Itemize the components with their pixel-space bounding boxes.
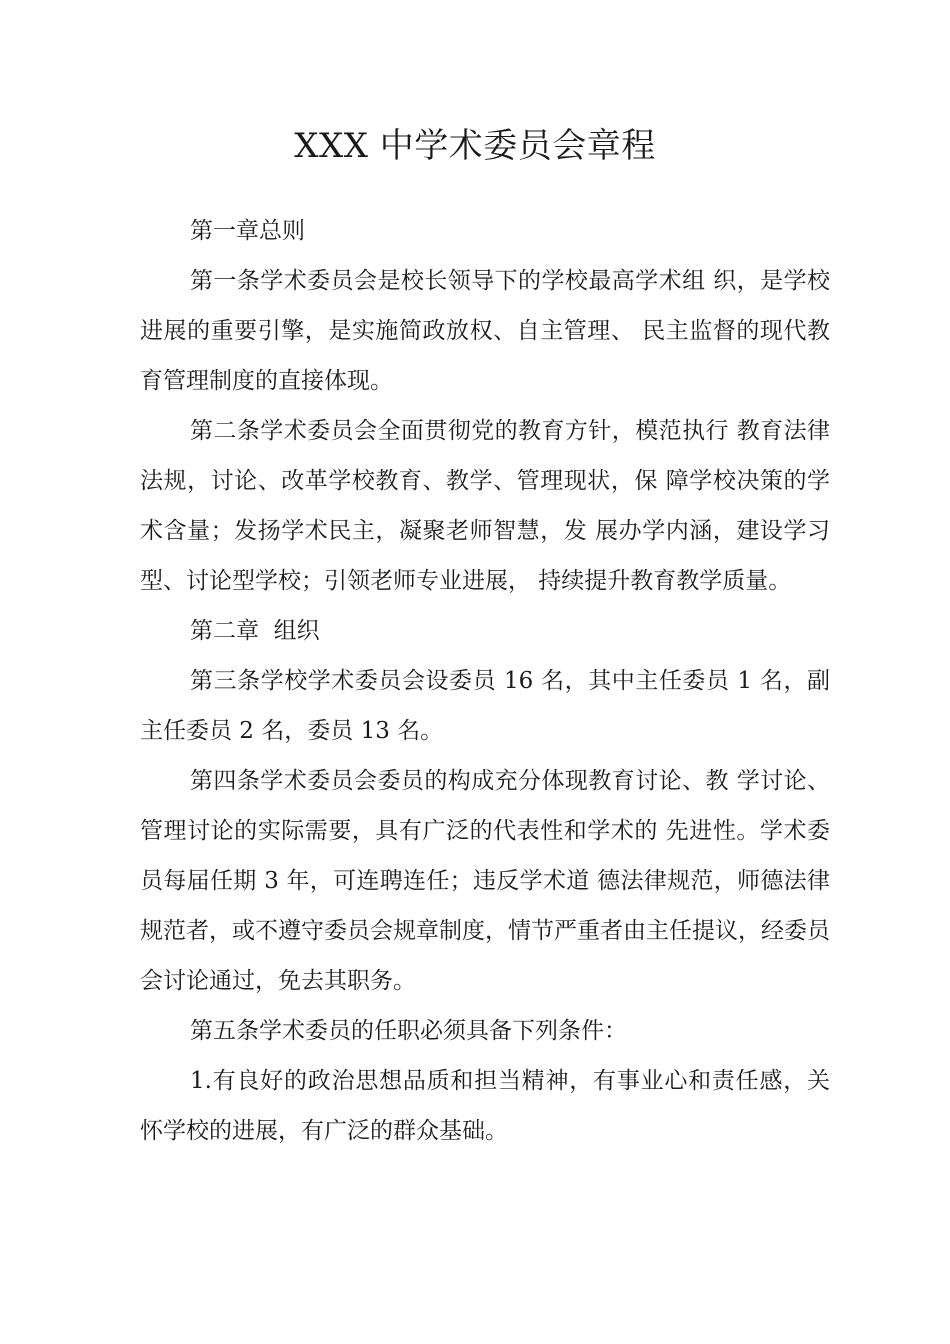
article-3-paragraph: 第三条学校学术委员会设委员 16 名，其中主任委员 1 名，副主任委员 2 名，委员 13 名。 (140, 668, 830, 744)
chapter-heading-general: 第一章总则 (190, 218, 305, 244)
condition-1-paragraph: 1.有良好的政治思想品质和担当精神，有事业心和责任感，关怀学校的进展，有广泛的群众基础。 (140, 1068, 830, 1144)
document-title: XXX 中学术委员会章程 (294, 126, 656, 166)
article-4-paragraph: 第四条学术委员会委员的构成充分体现教育讨论、教 学讨论、管理讨论的实际需要，具有广泛的代表性和学术的 先进性。学术委员每届任期 3 年，可连聘连任；违反学术道 德法律规范，师德法律规范者，或不遵守委员会规章制度，情节严重者由主任提议，经委员会讨论通过，免去其职务。 (140, 768, 830, 994)
article-2-paragraph: 第二条学术委员会全面贯彻党的教育方针，模范执行 教育法律法规，讨论、改革学校教育、教学、管理现状，保 障学校决策的学术含量；发扬学术民主，凝聚老师智慧，发 展办学内涵，建设学习型、讨论型学校；引领老师专业进展， 持续提升教育教学质量。 (140, 418, 830, 594)
document-body (140, 206, 830, 1156)
chapter-heading-organization: 第二章 组织 (190, 618, 320, 644)
article-5-heading: 第五条学术委员的任职必须具备下列条件： (190, 1018, 627, 1044)
article-1-paragraph: 第一条学术委员会是校长领导下的学校最高学术组 织，是学校进展的重要引擎，是实施简政放权、自主管理、 民主监督的现代教育管理制度的直接体现。 (140, 268, 830, 394)
